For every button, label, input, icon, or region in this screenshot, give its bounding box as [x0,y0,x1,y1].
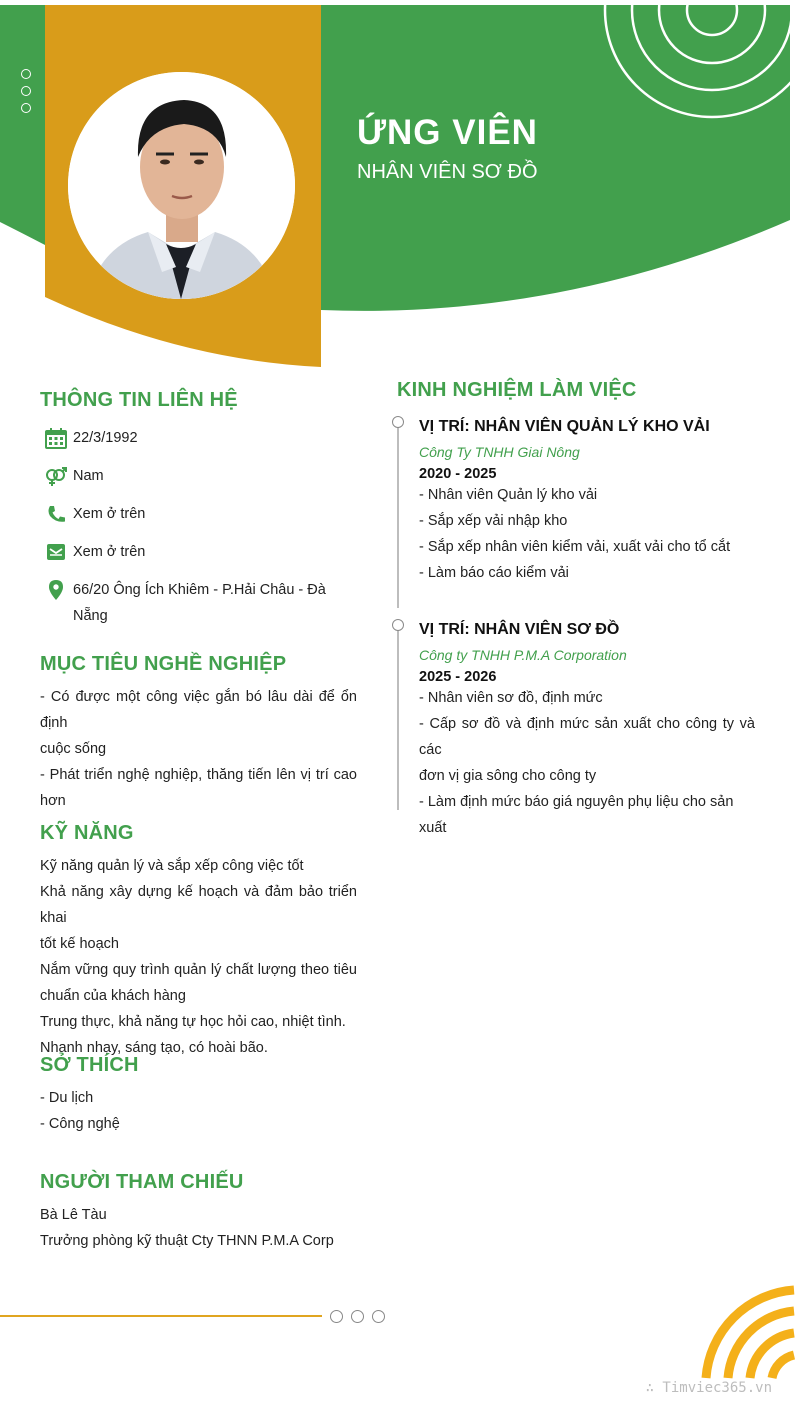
objective-line: - Phát triển nghệ nghiệp, thăng tiến lên vị trí cao [40,767,357,783]
job-line: - Sắp xếp nhân viên kiểm vải, xuất vải cho tổ cắt [419,539,731,555]
green-header-left-shape [0,5,45,245]
reference-section-title: NGƯỜI THAM CHIẾU [40,1171,244,1193]
contact-birthday-row [44,425,138,451]
contact-section-title: THÔNG TIN LIÊN HỆ [40,389,238,411]
objective-line: - Có được một công việc gắn bó lâu dài để ổn định [40,689,357,731]
experience-item [419,621,755,841]
job-line: - Làm báo cáo kiểm vải [419,565,569,581]
hobbies-list [40,1085,120,1137]
hobbies-section-title: SỞ THÍCH [40,1054,139,1076]
candidate-name: ỨNG VIÊN [357,113,538,152]
birthday-value: 22/3/1992 [73,430,138,446]
reference-info [40,1202,334,1254]
email-value: Xem ở trên [73,544,146,560]
skills-section-title: KỸ NĂNG [40,822,134,844]
gender-icon [44,465,68,487]
avatar [68,72,295,299]
reference-role: Trưởng phòng kỹ thuật Cty THNN P.M.A Corp [40,1233,334,1249]
job-description [419,482,759,586]
footer-dots [330,1310,393,1323]
hobby-item: - Công nghệ [40,1116,120,1132]
objective-section-title: MỤC TIÊU NGHỀ NGHIỆP [40,653,287,675]
phone-value: Xem ở trên [73,506,146,522]
skill-line: chuẩn của khách hàng [40,988,186,1004]
experience-item [419,418,759,586]
calendar-icon [44,427,68,449]
address-line-2: Nẵng [73,608,108,624]
job-years: 2020 - 2025 [419,466,497,482]
watermark: ∴ Timviec365.vn [645,1380,772,1396]
job-line: - Làm định mức báo giá nguyên phụ liệu cho sản xuất [419,794,734,836]
footer-divider [0,1315,322,1317]
job-line: - Nhân viên Quản lý kho vải [419,487,598,503]
address-value [73,577,326,629]
gold-arcs-decoration [706,1290,794,1378]
contact-phone-row [44,501,145,527]
location-pin-icon [44,579,68,601]
skill-line: Nhanh nhạy, sáng tạo, có hoài bão. [40,1040,268,1056]
job-line: - Sắp xếp vải nhập kho [419,513,568,529]
candidate-position: NHÂN VIÊN SƠ ĐỒ [357,161,538,183]
skill-line: Kỹ năng quản lý và sắp xếp công việc tốt [40,858,304,874]
job-title: VỊ TRÍ: NHÂN VIÊN SƠ ĐỒ [419,621,620,638]
hobby-item: - Du lịch [40,1090,94,1106]
objective-line: hơn [40,793,66,809]
address-line-1: 66/20 Ông Ích Khiêm - P.Hải Châu - Đà [73,582,326,598]
objective-text [40,684,357,814]
job-description [419,685,755,841]
dot [330,1310,343,1323]
skill-line: Nắm vững quy trình quản lý chất lượng theo tiêu [40,962,357,978]
dot [21,86,31,96]
header-dots [21,69,31,120]
email-icon [44,541,68,563]
avatar-portrait [68,72,295,299]
reference-name: Bà Lê Tàu [40,1207,107,1223]
job-company: Công ty TNHH P.M.A Corporation [419,647,627,663]
job-line: - Cấp sơ đồ và định mức sản xuất cho công ty và các [419,716,755,758]
job-line: đơn vị gia sông cho công ty [419,768,597,784]
contact-address-row [44,577,326,629]
contact-email-row [44,539,145,565]
phone-icon [44,503,68,525]
skill-line: tốt kế hoạch [40,936,119,952]
job-title: VỊ TRÍ: NHÂN VIÊN QUẢN LÝ KHO VẢI [419,418,710,435]
job-line: - Nhân viên sơ đồ, định mức [419,690,603,706]
objective-line: cuộc sống [40,741,107,757]
gender-value: Nam [73,468,104,484]
timeline-dot [392,619,404,631]
dot [21,69,31,79]
timeline-line [397,628,399,810]
dot [351,1310,364,1323]
skill-line: Khả năng xây dựng kế hoạch và đảm bảo triển khai [40,884,357,926]
skill-line: Trung thực, khả năng tự học hỏi cao, nhiệt tình. [40,1014,346,1030]
job-years: 2025 - 2026 [419,669,497,685]
timeline-line [397,424,399,608]
skills-text [40,853,357,1061]
job-company: Công Ty TNHH Giai Nông [419,444,580,460]
timeline-dot [392,416,404,428]
experience-section-title: KINH NGHIỆM LÀM VIỆC [397,379,637,401]
dot [372,1310,385,1323]
contact-gender-row [44,463,104,489]
dot [21,103,31,113]
